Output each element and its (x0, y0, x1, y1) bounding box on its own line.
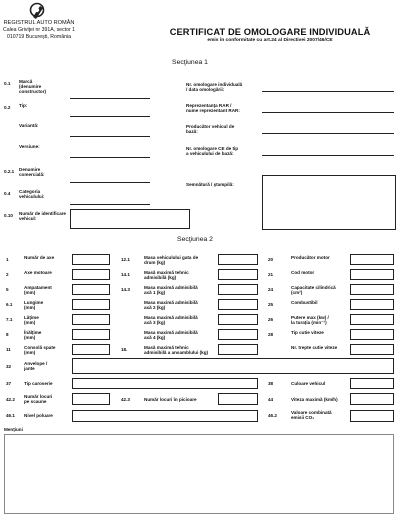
row-number-32: 32 (6, 364, 12, 369)
section1-label-5: Denumire comercială: (19, 167, 45, 178)
row-number-12.1: 12.1 (121, 257, 130, 262)
row-number-46-2: 46.2 (268, 413, 277, 418)
section1-label-2: Tip: (19, 103, 28, 108)
field-number-0.10: 0.10 (4, 213, 13, 218)
section2-input-r5c1[interactable] (72, 314, 110, 325)
section2-label-r3c2: Masa maximă admisibilă axă 1 (kg) (144, 285, 198, 296)
field-number-0.2: 0.2 (4, 105, 11, 110)
row-number-14.3: 14.3 (121, 287, 130, 292)
section2-label-r4c2: Masa maximă admisibilă axă 2 (kg) (144, 300, 198, 311)
signature-box[interactable] (262, 175, 396, 230)
section1-right-input-4[interactable] (262, 155, 394, 156)
section1-right-label-4: Nr. omologare CE de tip a vehiculului de bază: (186, 146, 239, 157)
co2-emissions-label: Valoare combinată emisii CO₂ (291, 410, 332, 421)
vehicle-color-label: Culoare vehicul (291, 381, 326, 386)
section2-input-r2c3[interactable] (350, 269, 394, 280)
section2-label-r6c1: Înălţime (mm) (24, 330, 42, 341)
row-number-38: 38 (268, 381, 274, 386)
row-number-5: 5 (6, 287, 9, 292)
section2-input-r7c1[interactable] (72, 344, 110, 355)
section1-right-input-2[interactable] (262, 112, 394, 113)
section2-input-r4c2[interactable] (218, 299, 258, 310)
section2-input-r3c3[interactable] (350, 284, 394, 295)
section1-input-5[interactable] (70, 165, 150, 183)
section1-label-4: Versiune: (19, 144, 40, 149)
section2-input-r1c2[interactable] (218, 254, 258, 265)
row-number-44: 44 (268, 397, 274, 402)
rar-logo (27, 2, 47, 20)
row-number-24: 24 (268, 287, 274, 292)
section2-label-r5c3: Putere max (kw) / la turaţia (min⁻¹) (291, 315, 329, 326)
pollution-level-input[interactable] (72, 410, 258, 422)
section2-label-r7c1: Consolă spate (mm) (24, 345, 56, 356)
section2-label-r3c3: Capacitate cilindrică (cm³) (291, 285, 336, 296)
section1-right-input-3[interactable] (262, 133, 394, 134)
row-number-28: 28 (268, 332, 274, 337)
co2-emissions-input[interactable] (350, 410, 394, 422)
body-type-label: Tip caroserie (24, 381, 53, 386)
row-number-25: 25 (268, 302, 274, 307)
seats-label: Număr locuri pe scaune (24, 394, 53, 405)
row-number-6.1: 6.1 (6, 302, 13, 307)
org-name: REGISTRUL AUTO ROMÂN (3, 20, 75, 26)
section2-input-r2c2[interactable] (218, 269, 258, 280)
section2-label-r4c3: Combustibil (291, 300, 318, 305)
tyres-label: Anvelope / jante (24, 361, 48, 372)
section2-label-r5c1: Lăţime (mm) (24, 315, 39, 326)
section2-label-r3c1: Ampatament (mm) (24, 285, 52, 296)
field-number-0.4: 0.4 (4, 191, 11, 196)
section1-right-label-3: Producător vehicul de bază: (186, 124, 235, 135)
row-number-18.: 18. (121, 347, 128, 352)
field-number-0.1: 0.1 (4, 81, 11, 86)
section2-input-r5c3[interactable] (350, 314, 394, 325)
row-number-2: 2 (6, 272, 9, 277)
section2-input-r3c2[interactable] (218, 284, 258, 295)
section2-input-r4c1[interactable] (72, 299, 110, 310)
section1-input-4[interactable] (70, 142, 150, 158)
row-number-21: 21 (268, 272, 274, 277)
section-2-heading: Secţiunea 2 (177, 236, 213, 243)
row-number-7.1: 7.1 (6, 317, 13, 322)
section1-right-label-5: Semnătură / ştampilă: (186, 182, 234, 187)
tyres-input[interactable] (72, 358, 394, 374)
section2-label-r1c2: Masa vehiculului gata de drum (kg) (144, 255, 199, 266)
section2-input-r6c3[interactable] (350, 329, 394, 340)
row-number-46-1: 46.1 (6, 413, 15, 418)
section2-input-r2c1[interactable] (72, 269, 110, 280)
section1-input-3[interactable] (70, 121, 150, 137)
remarks-label: Menţiuni (4, 427, 23, 432)
section1-label-1: Marcă (denumire constructor) (19, 79, 47, 95)
section1-label-6: Categoria vehiculului: (19, 189, 45, 200)
section1-right-input-1[interactable] (262, 91, 394, 92)
section2-input-r6c1[interactable] (72, 329, 110, 340)
section1-label-7: Număr de identificare vehicul: (19, 211, 66, 222)
max-speed-input[interactable] (350, 393, 394, 405)
body-type-input[interactable] (72, 378, 258, 389)
section2-label-r2c1: Axe motoare (24, 270, 52, 275)
section1-input-1[interactable] (70, 77, 150, 99)
max-speed-label: Viteza maximă (km/h) (291, 397, 338, 402)
remarks-input[interactable] (4, 434, 394, 514)
section1-input-2[interactable] (70, 101, 150, 117)
row-number-37: 37 (6, 381, 12, 386)
row-number-42-3: 42.3 (121, 397, 130, 402)
section2-input-r6c2[interactable] (218, 329, 258, 340)
section2-label-r2c2: Masă maximă tehnic admisibilă (kg) (144, 270, 189, 281)
section2-label-r4c1: Lungime (mm) (24, 300, 44, 311)
section1-input-6[interactable] (70, 187, 150, 205)
row-number-42-2: 42.2 (6, 397, 15, 402)
page-subtitle: emis în conformitate cu art.24 al Directivei 2007/46/CE (207, 38, 333, 43)
standing-places-label: Număr locuri în picioare (144, 397, 197, 402)
section2-label-r1c1: Număr de axe (24, 255, 55, 260)
vin-input[interactable] (70, 209, 190, 229)
section2-input-r5c2[interactable] (218, 314, 258, 325)
pollution-level-label: Nivel poluare (24, 413, 53, 418)
section2-label-r2c3: Cod motor (291, 270, 315, 275)
section2-label-r5c2: Masa maximă admisibilă axă 3 (kg) (144, 315, 198, 326)
row-number-11: 11 (6, 347, 11, 352)
section1-right-label-2: Reprezentanţa RAR / nume reprezentant RAR: (186, 103, 240, 114)
row-number-26: 26 (268, 317, 274, 322)
section2-input-r1c1[interactable] (72, 254, 110, 265)
row-number-20: 20 (268, 257, 274, 262)
address-line-2: 010719 Bucureşti, România (6, 34, 72, 40)
section2-label-r6c2: Masa maximă admisibilă axă 4 (kg) (144, 330, 198, 341)
section2-input-r7c2[interactable] (218, 344, 258, 355)
section2-input-r3c1[interactable] (72, 284, 110, 295)
section2-label-r6c3: Tip cutie viteze (291, 330, 324, 335)
field-number-0.2.1: 0.2.1 (4, 169, 15, 174)
page-title: CERTIFICAT DE OMOLOGARE INDIVIDUALĂ (169, 27, 371, 37)
section2-label-r7c3: Nr. trepte cutie viteze (291, 345, 338, 350)
section-1-heading: Secţiunea 1 (172, 59, 208, 66)
row-number-1: 1 (6, 257, 9, 262)
section2-label-r7c2: Masă maximă tehnic admisibilă a ansamblului (kg) (144, 345, 209, 356)
section1-right-label-1: Nr. omologare individuală / data omologării: (186, 82, 243, 93)
section2-input-r7c3[interactable] (350, 344, 394, 355)
section2-input-r4c3[interactable] (350, 299, 394, 310)
address-line-1: Calea Griviţei nr 391A, sector 1 (2, 27, 76, 33)
row-number-14.1: 14.1 (121, 272, 130, 277)
section2-input-r1c3[interactable] (350, 254, 394, 265)
section2-label-r1c3: Producător motor (291, 255, 330, 260)
standing-places-input[interactable] (218, 393, 258, 405)
section1-label-3: Variantă: (19, 123, 39, 128)
row-number-8: 8 (6, 332, 9, 337)
seats-input[interactable] (72, 393, 110, 405)
vehicle-color-input[interactable] (350, 378, 394, 389)
